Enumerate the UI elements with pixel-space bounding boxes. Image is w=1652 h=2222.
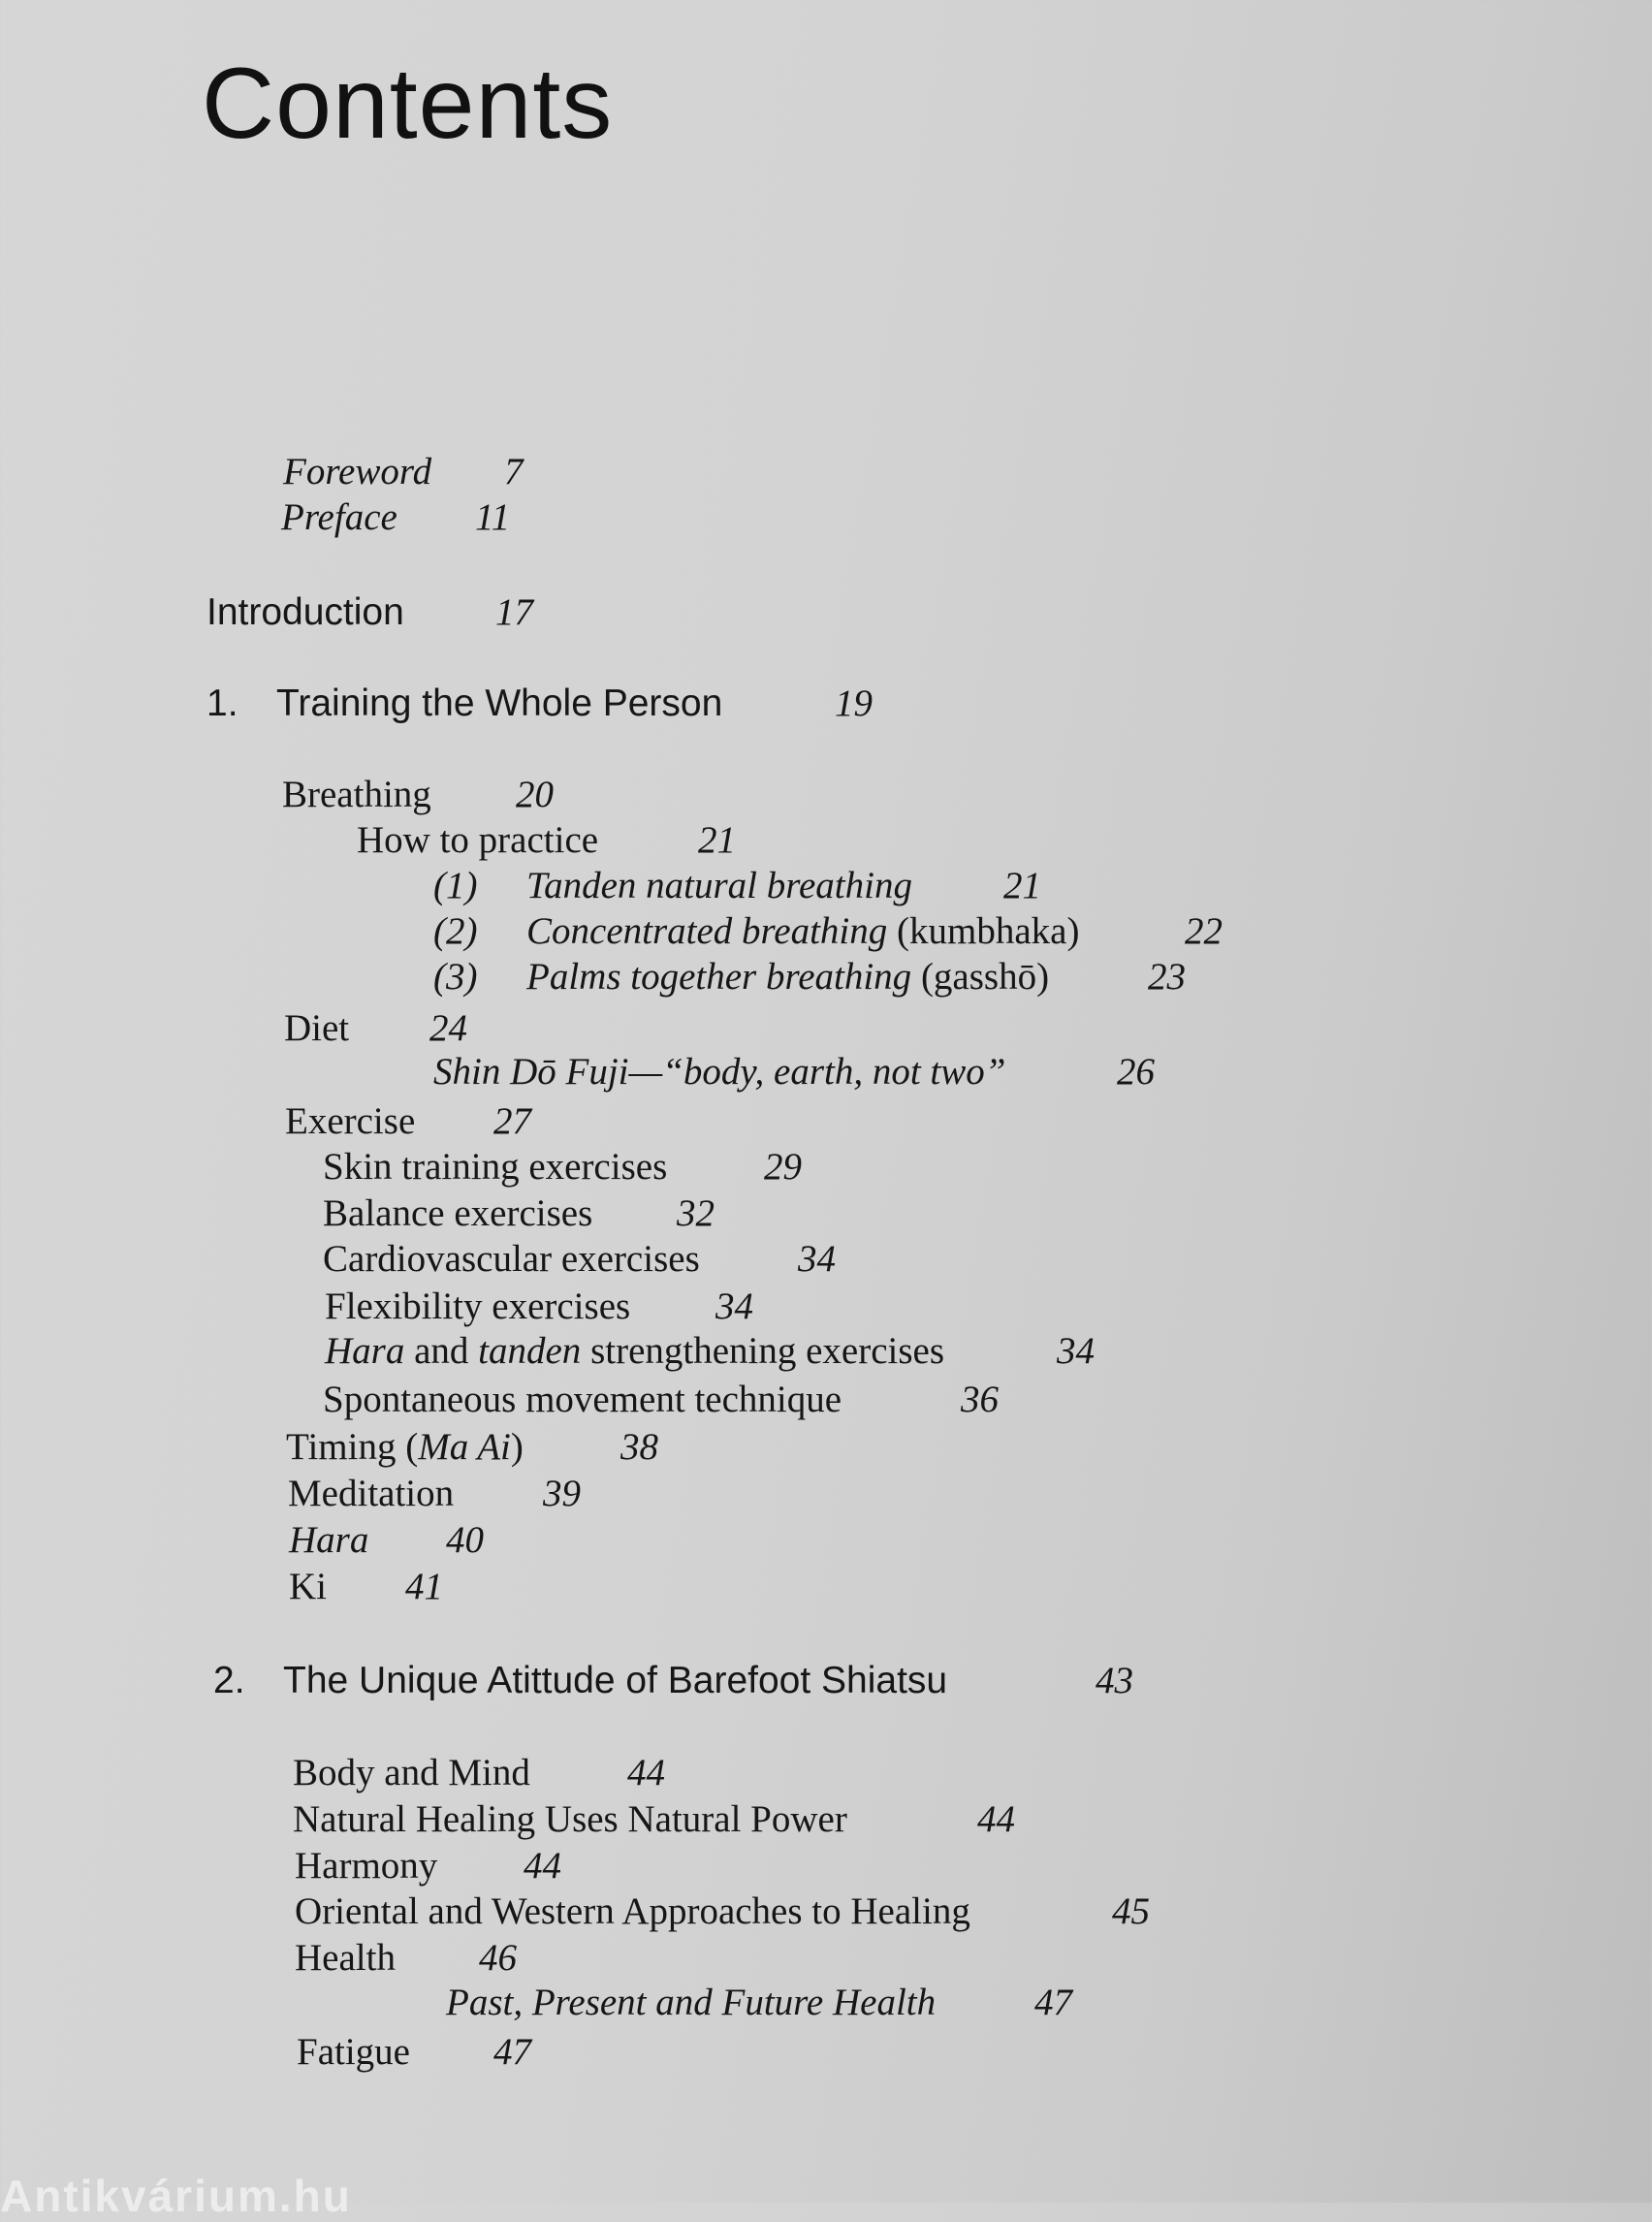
toc-page: 7 xyxy=(504,451,524,492)
toc-page: 32 xyxy=(677,1192,715,1234)
toc-label: Ki xyxy=(289,1566,327,1607)
toc-page: 45 xyxy=(1112,1890,1150,1932)
item-number: (3) xyxy=(433,956,478,998)
toc-page: 43 xyxy=(1096,1660,1133,1701)
toc-page: 38 xyxy=(620,1426,658,1468)
toc-entry-hara xyxy=(289,1519,484,1561)
toc-entry-foreword xyxy=(283,451,524,492)
toc-label-hara: Hara xyxy=(325,1330,405,1372)
toc-label: Foreword xyxy=(283,451,432,492)
toc-label: Spontaneous movement technique xyxy=(323,1379,842,1420)
item-number: (2) xyxy=(433,910,478,952)
toc-label-extra: (kumbhaka) xyxy=(887,910,1080,952)
toc-label: Exercise xyxy=(285,1100,416,1142)
toc-label: Tanden natural breathing xyxy=(526,865,912,906)
toc-label-tanden: tanden xyxy=(478,1330,582,1372)
chapter-heading-1 xyxy=(206,682,873,724)
toc-label: Fatigue xyxy=(297,2031,410,2073)
toc-entry-diet xyxy=(284,1007,467,1049)
toc-entry-health xyxy=(295,1937,517,1979)
toc-page: 21 xyxy=(698,819,736,861)
toc-page: 24 xyxy=(429,1007,467,1049)
toc-page: 47 xyxy=(493,2031,531,2073)
toc-label: Diet xyxy=(284,1007,350,1049)
toc-label: Oriental and Western Approaches to Healing xyxy=(295,1890,970,1932)
chapter-number: 1. xyxy=(206,682,238,724)
toc-label: Flexibility exercises xyxy=(325,1286,631,1327)
toc-page: 26 xyxy=(1117,1051,1155,1093)
toc-label: Hara xyxy=(289,1519,369,1561)
toc-label: Preface xyxy=(281,496,397,538)
toc-page: 21 xyxy=(1003,865,1041,906)
toc-page: 19 xyxy=(835,682,873,724)
chapter-heading-2 xyxy=(213,1660,1133,1701)
toc-entry-cardiovascular xyxy=(323,1238,836,1280)
toc-entry-natural-healing xyxy=(293,1798,1015,1840)
toc-entry-exercise xyxy=(285,1100,531,1142)
toc-page: 36 xyxy=(961,1379,999,1420)
toc-page: 22 xyxy=(1185,910,1223,952)
toc-label: Skin training exercises xyxy=(323,1146,668,1188)
toc-page: 27 xyxy=(493,1100,531,1142)
toc-entry-hara-tanden xyxy=(325,1330,1095,1372)
toc-page: 39 xyxy=(543,1473,581,1514)
toc-label: Shin Dō Fuji—“body, earth, not two” xyxy=(433,1051,1006,1093)
chapter-number: 2. xyxy=(213,1660,245,1701)
toc-entry-balance xyxy=(323,1192,715,1234)
toc-label: Palms together breathing xyxy=(526,956,912,998)
toc-entry-preface xyxy=(281,496,511,538)
toc-label: Past, Present and Future Health xyxy=(446,1982,937,2023)
toc-label: How to practice xyxy=(357,819,599,861)
toc-entry-ki xyxy=(289,1566,443,1607)
toc-page: 41 xyxy=(405,1566,443,1607)
toc-entry-shin-do-fuji xyxy=(433,1051,1155,1093)
toc-entry-meditation xyxy=(288,1473,581,1514)
toc-page: 34 xyxy=(798,1238,836,1280)
toc-page: 44 xyxy=(627,1752,665,1793)
item-number: (1) xyxy=(433,865,478,906)
page-title: Contents xyxy=(202,48,614,160)
chapter-title: The Unique Atittude of Barefoot Shiatsu xyxy=(283,1660,948,1701)
toc-label: Natural Healing Uses Natural Power xyxy=(293,1798,847,1840)
toc-entry-breathing-1 xyxy=(433,865,1041,906)
toc-entry-breathing xyxy=(282,774,554,815)
toc-page: 34 xyxy=(715,1286,753,1327)
toc-label-and: and xyxy=(404,1330,479,1372)
toc-page: 17 xyxy=(495,591,533,633)
toc-page: 46 xyxy=(479,1937,517,1979)
toc-label: Harmony xyxy=(295,1845,438,1887)
toc-entry-breathing-2 xyxy=(433,910,1223,952)
toc-entry-harmony xyxy=(295,1845,561,1887)
toc-entry-body-and-mind xyxy=(293,1752,665,1793)
toc-entry-how-to-practice xyxy=(357,819,736,861)
toc-entry-oriental-western xyxy=(295,1890,1150,1932)
toc-label: Breathing xyxy=(282,774,431,815)
toc-page: 11 xyxy=(475,496,511,538)
toc-entry-introduction xyxy=(206,591,533,633)
toc-label-ma-ai: Ma Ai xyxy=(418,1426,511,1468)
toc-label-extra: (gasshō) xyxy=(911,956,1050,998)
toc-label: Balance exercises xyxy=(323,1192,593,1234)
toc-entry-flexibility xyxy=(325,1286,753,1327)
toc-page: 29 xyxy=(764,1146,802,1188)
toc-entry-fatigue xyxy=(297,2031,531,2073)
toc-page: 23 xyxy=(1148,956,1186,998)
toc-label-rest: strengthening exercises xyxy=(581,1330,945,1372)
toc-label: Cardiovascular exercises xyxy=(323,1238,700,1280)
toc-page: 34 xyxy=(1057,1330,1095,1372)
watermark: Antikvárium.hu xyxy=(0,2171,352,2221)
toc-label: Concentrated breathing xyxy=(526,910,888,952)
toc-entry-spontaneous xyxy=(323,1379,999,1420)
toc-label-post: ) xyxy=(510,1426,524,1468)
chapter-title: Training the Whole Person xyxy=(276,682,723,724)
toc-page: 47 xyxy=(1034,1982,1072,2023)
toc-page: 44 xyxy=(977,1798,1015,1840)
toc-label: Introduction xyxy=(206,591,404,633)
toc-page: 44 xyxy=(524,1845,561,1887)
toc-entry-timing xyxy=(286,1426,658,1468)
toc-label: Body and Mind xyxy=(293,1752,530,1793)
toc-label: Health xyxy=(295,1937,396,1979)
toc-entry-breathing-3 xyxy=(433,956,1186,998)
toc-page: 40 xyxy=(446,1519,484,1561)
toc-entry-skin-training xyxy=(323,1146,802,1188)
toc-label-pre: Timing ( xyxy=(286,1426,419,1468)
toc-entry-past-present-future xyxy=(446,1982,1072,2023)
toc-page: 20 xyxy=(516,774,554,815)
toc-label: Meditation xyxy=(288,1473,455,1514)
